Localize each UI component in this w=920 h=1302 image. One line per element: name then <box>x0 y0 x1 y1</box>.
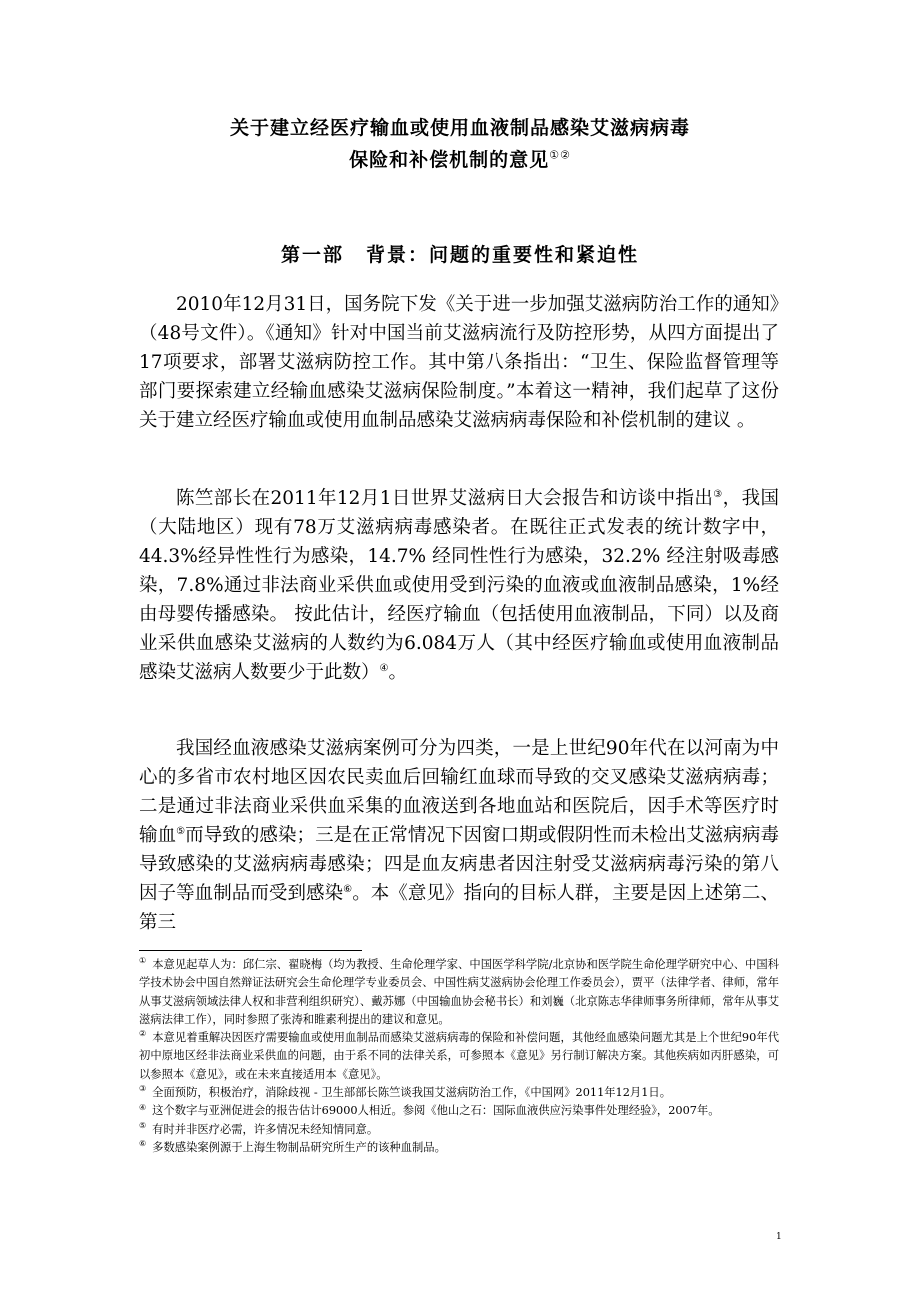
footnote-4 <box>139 1102 779 1120</box>
paragraph-1: 2010年12月31日，国务院下发《关于进一步加强艾滋病防治工作的通知》（48号文件）。《通知》针对中国当前艾滋病流行及防控形势，从四方面提出了17项要求，部署艾滋病防控工作。其中第八条指出：“卫生、保险监督管理等部门要探索建立经输血感染艾滋病保险制度。”本着这一精神，我们起草了这份关于建立经医疗输血或使用血制品感染艾滋病病毒保险和补偿机制的建议 。 <box>139 294 779 431</box>
footnote-text-4: 这个数字与亚洲促进会的报告估计69000人相近。参阅《他山之石：国际血液供应污染事件处理经验》，2007年。 <box>152 1104 720 1118</box>
paragraph-2-text-b: ，我国（大陆地区）现有78万艾滋病病毒感染者。在既往正式发表的统计数字中，44.3%经异性性行为感染，14.7% 经同性性行为感染，32.2% 经注射吸毒感染，7.8%通过非法商业采供血或使用受到污染的血液或血液制品感染，1%经由母婴传播感染。 按此估计，经医疗输血（包括使用血液制品，下同）以及商业采供血感染艾滋病的人数约为6.084万人（其中经医疗输血或使用血液制品感染艾滋病人数要少于此数） <box>139 488 779 683</box>
footnote-mark-2: ② <box>139 1029 147 1039</box>
footnote-5 <box>139 1121 779 1139</box>
paragraph-3-text-a: 我国经血液感染艾滋病案例可分为四类，一是上世纪90年代在以河南为中心的多省市农村地区因农民卖血后回输红血球而导致的交叉感染艾滋病病毒；二是通过非法商业采供血采集的血液送到各地血站和医院后，因手术等医疗时输血 <box>139 738 779 846</box>
footnote-text-3: 全面预防，积极治疗，消除歧视 - 卫生部部长陈竺谈我国艾滋病防治工作，《中国网》2011年12月1日。 <box>152 1086 672 1100</box>
footnote-text-2: 本意见着重解决因医疗需要输血或使用血制品而感染艾滋病病毒的保险和补偿问题，其他经血感染问题尤其是上个世纪90年代初中原地区经非法商业采供血的问题，由于系不同的法律关系，可参照本《意见》另行制订解决方案。其他疾病如丙肝感染，可以参照本《意见》，或在未来直接适用本《意见》。 <box>139 1031 779 1081</box>
title-footnote-refs[interactable]: ①② <box>549 148 571 162</box>
footnote-mark-1: ① <box>139 956 147 966</box>
paragraph-2 <box>139 484 779 687</box>
footnote-ref-4[interactable]: ④ <box>379 662 389 674</box>
footnotes <box>139 956 779 1157</box>
footnote-mark-6: ⑥ <box>139 1139 147 1149</box>
footnote-text-5: 有时并非医疗必需，许多情况未经知情同意。 <box>152 1122 379 1136</box>
paragraph-3-text-b: 而导致的感染；三是在正常情况下因窗口期或假阴性而未检出艾滋病病毒导致感染的艾滋病病毒感染；四是血友病患者因注射受艾滋病病毒污染的第八因子等血制品而受到感染 <box>139 825 779 904</box>
document-title-line1: 关于建立经医疗输血或使用血液制品感染艾滋病病毒 <box>229 117 690 139</box>
paragraph-3 <box>139 734 779 937</box>
page-number: 1 <box>776 1232 782 1242</box>
footnote-2 <box>139 1029 779 1084</box>
footnote-ref-6[interactable]: ⑥ <box>343 883 353 895</box>
footnote-text-1: 本意见起草人为：邱仁宗、翟晓梅（均为教授、生命伦理学家、中国医学科学院/北京协和医学院生命伦理学研究中心、中国科学技术协会中国自然辩证法研究会生命伦理学专业委员会、中国性病艾滋病协会伦理工作委员会），贾平（法律学者、律师，常年从事艾滋病领域法律人权和非营利组织研究）、戴苏娜（中国输血协会秘书长）和刘巍（北京陈志华律师事务所律师，常年从事艾滋病法律工作），同时参照了张涛和睢素利提出的建议和意见。 <box>139 958 780 1026</box>
footnote-mark-4: ④ <box>139 1102 147 1112</box>
footnote-3 <box>139 1084 779 1102</box>
section-heading <box>0 240 920 270</box>
document-title-text: 保险和补偿机制的意见 <box>349 149 550 171</box>
footnote-6 <box>139 1139 779 1157</box>
footnote-divider <box>139 950 362 951</box>
footnote-text-6: 多数感染案例源于上海生物制品研究所生产的该种血制品。 <box>152 1140 446 1154</box>
section-heading-text: 背景：问题的重要性和紧迫性 <box>366 244 640 266</box>
paragraph-2-text-c: 。 <box>388 662 407 683</box>
footnote-ref-5[interactable]: ⑤ <box>176 825 186 837</box>
footnote-ref-3[interactable]: ③ <box>713 488 723 500</box>
footnote-mark-5: ⑤ <box>139 1120 147 1130</box>
footnote-mark-3: ③ <box>139 1084 147 1094</box>
document-title-line2 <box>0 145 920 175</box>
paragraph-2-text-a: 陈竺部长在2011年12月1日世界艾滋病日大会报告和访谈中指出 <box>176 488 714 509</box>
paragraph-3-text-c: 。本《意见》指向的目标人群，主要是因上述第二、第三 <box>139 883 779 933</box>
section-part-label: 第一部 <box>280 244 344 266</box>
footnote-1 <box>139 956 779 1029</box>
